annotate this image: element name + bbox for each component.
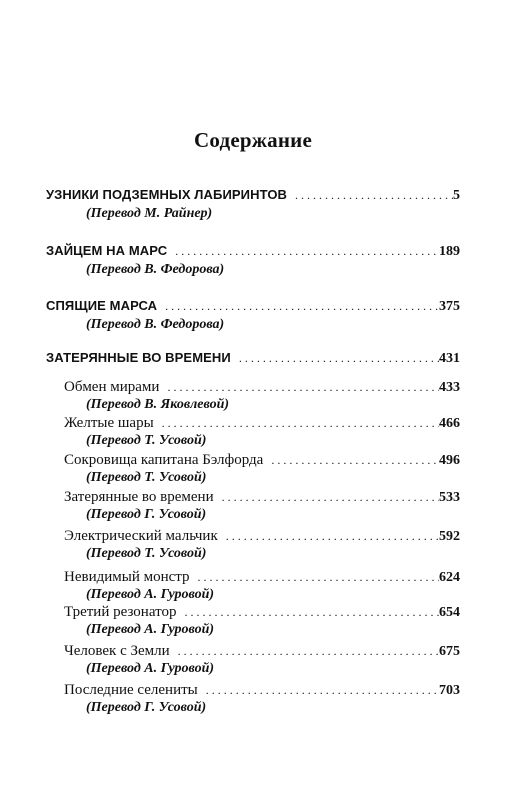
dot-leader (154, 416, 439, 431)
dot-leader (218, 529, 439, 544)
dot-leader (159, 380, 439, 395)
toc-subentry-page: 654 (439, 605, 460, 620)
toc-subentry-title: Третий резонатор (64, 604, 177, 620)
toc-subentry-title: Обмен мирами (64, 379, 160, 395)
toc-entry-page: 189 (439, 244, 460, 259)
toc-entry (46, 298, 460, 316)
toc-subentry (64, 415, 460, 433)
toc-entry-title: ЗАЙЦЕМ НА МАРС (46, 243, 168, 258)
toc-subentry-translator: (Перевод А. Гуровой) (86, 622, 215, 637)
toc-subentry-title: Сокровища капитана Бэлфорда (64, 452, 264, 468)
toc-entry-page: 431 (439, 351, 460, 366)
toc-subentry-page: 592 (439, 529, 460, 544)
dot-leader (157, 299, 439, 314)
toc-subentry-title: Затерянные во времени (64, 489, 214, 505)
toc-subentry-translator: (Перевод А. Гуровой) (86, 661, 215, 676)
toc-subentry-page: 496 (439, 453, 460, 468)
toc-subentry-translator: (Перевод Т. Усовой) (86, 433, 207, 448)
toc-subentry (64, 452, 460, 470)
toc-subentry-title: Желтые шары (64, 415, 154, 431)
toc-subentry-page: 624 (439, 570, 460, 585)
toc-subentry (64, 604, 460, 622)
toc-subentry-translator: (Перевод Т. Усовой) (86, 470, 207, 485)
dot-leader (263, 453, 439, 468)
toc-subentry-translator: (Перевод В. Яковлевой) (86, 397, 230, 412)
dot-leader (214, 490, 439, 505)
toc-subentry (64, 643, 460, 661)
toc-entry-page: 375 (439, 299, 460, 314)
toc-subentry-page: 433 (439, 380, 460, 395)
dot-leader (167, 244, 439, 259)
dot-leader (198, 683, 439, 698)
toc-subentry-page: 533 (439, 490, 460, 505)
toc-entry-translator: (Перевод М. Райнер) (86, 206, 213, 221)
toc-entry-translator: (Перевод В. Федорова) (86, 317, 225, 332)
page-title: Содержание (194, 128, 312, 152)
toc-subentry-page: 703 (439, 683, 460, 698)
toc-subentry-title: Человек с Земли (64, 643, 170, 659)
toc-subentry-title: Невидимый монстр (64, 569, 190, 585)
toc-subentry (64, 379, 460, 397)
dot-leader (231, 351, 439, 366)
toc-subentry-title: Электрический мальчик (64, 528, 218, 544)
toc-entry (46, 243, 460, 261)
toc-subentry-page: 675 (439, 644, 460, 659)
dot-leader (170, 644, 439, 659)
toc-subentry (64, 489, 460, 507)
toc-subentry-translator: (Перевод А. Гуровой) (86, 587, 215, 602)
dot-leader (190, 570, 439, 585)
toc-entry (46, 187, 460, 205)
toc-subentry-translator: (Перевод Г. Усовой) (86, 507, 207, 522)
toc-subentry (64, 682, 460, 700)
toc-entry-page: 5 (453, 188, 460, 203)
toc-subentry-title: Последние селениты (64, 682, 198, 698)
toc-subentry (64, 528, 460, 546)
toc-subentry-page: 466 (439, 416, 460, 431)
toc-entry-translator: (Перевод В. Федорова) (86, 262, 225, 277)
toc-entry (46, 350, 460, 368)
toc-subentry-translator: (Перевод Г. Усовой) (86, 700, 207, 715)
dot-leader (287, 188, 453, 203)
toc-entry-title: ЗАТЕРЯННЫЕ ВО ВРЕМЕНИ (46, 350, 231, 365)
toc-entry-title: СПЯЩИЕ МАРСА (46, 298, 158, 313)
dot-leader (176, 605, 439, 620)
toc-subentry-translator: (Перевод Т. Усовой) (86, 546, 207, 561)
toc-entry-title: УЗНИКИ ПОДЗЕМНЫХ ЛАБИРИНТОВ (46, 187, 288, 202)
toc-subentry (64, 569, 460, 587)
